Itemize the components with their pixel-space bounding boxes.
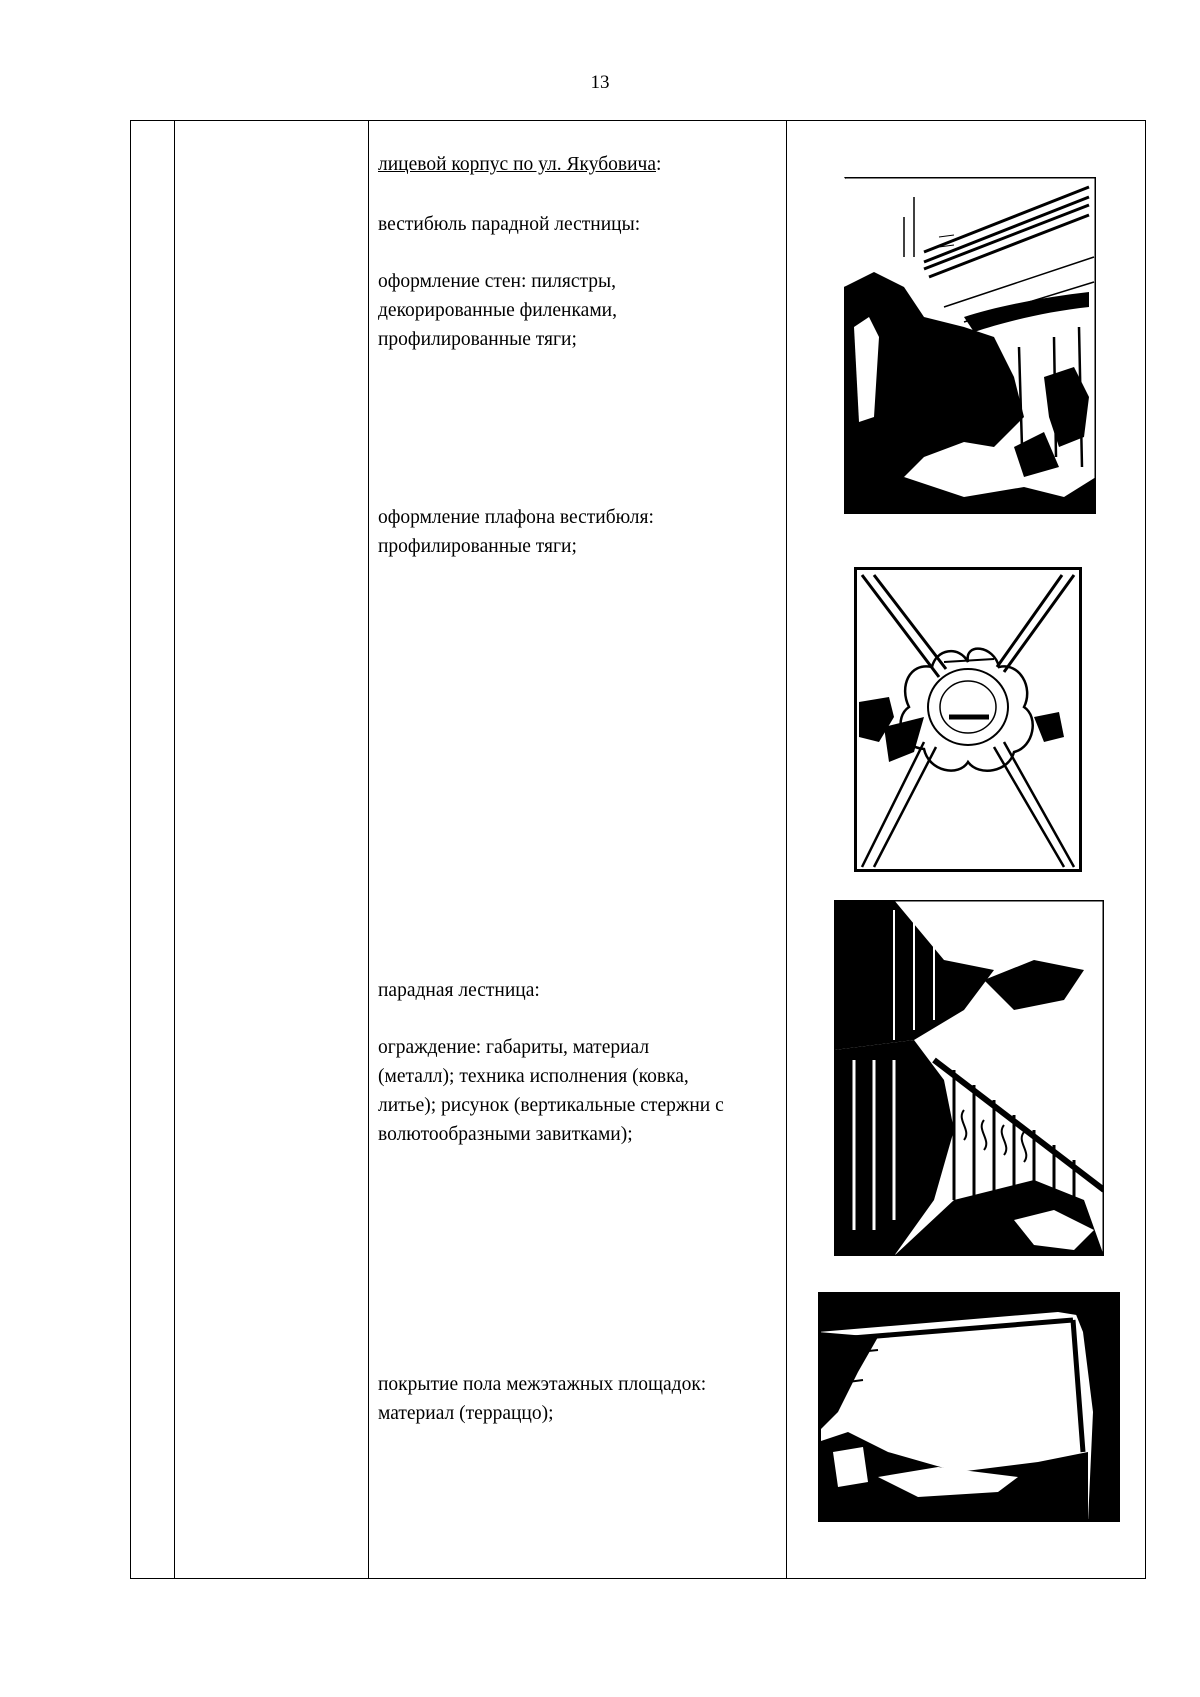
column-divider	[174, 120, 175, 1579]
list-item: парадная лестница:	[378, 980, 540, 1001]
list-item: оформление плафона вестибюля: профилированные тяги;	[378, 507, 654, 557]
landing-floor-photo	[818, 1292, 1120, 1522]
column-divider	[786, 120, 787, 1579]
staircase-railing-photo-icon	[834, 900, 1104, 1256]
column-divider	[368, 120, 369, 1579]
list-item: оформление стен: пилястры, декорированные филенками, профилированные тяги;	[378, 271, 617, 350]
list-item: вестибюль парадной лестницы:	[378, 214, 641, 235]
section-heading-text: лицевой корпус по ул. Якубовича	[378, 154, 656, 175]
ceiling-plafond-photo-icon	[854, 567, 1082, 872]
ceiling-plafond-photo	[854, 567, 1082, 872]
staircase-railing-photo	[834, 900, 1104, 1256]
section-heading: лицевой корпус по ул. Якубовича:	[378, 154, 662, 175]
list-item: ограждение: габариты, материал (металл); техника исполнения (ковка, литье); рисунок (вертикальные стержни с волютообразными завитками);	[378, 1037, 724, 1145]
landing-floor-photo-icon	[818, 1292, 1120, 1522]
list-item: покрытие пола межэтажных площадок: материал (терраццо);	[378, 1374, 707, 1424]
vestibule-wall-photo	[844, 177, 1096, 514]
vestibule-wall-photo-icon	[844, 177, 1096, 514]
page-number: 13	[590, 72, 610, 93]
